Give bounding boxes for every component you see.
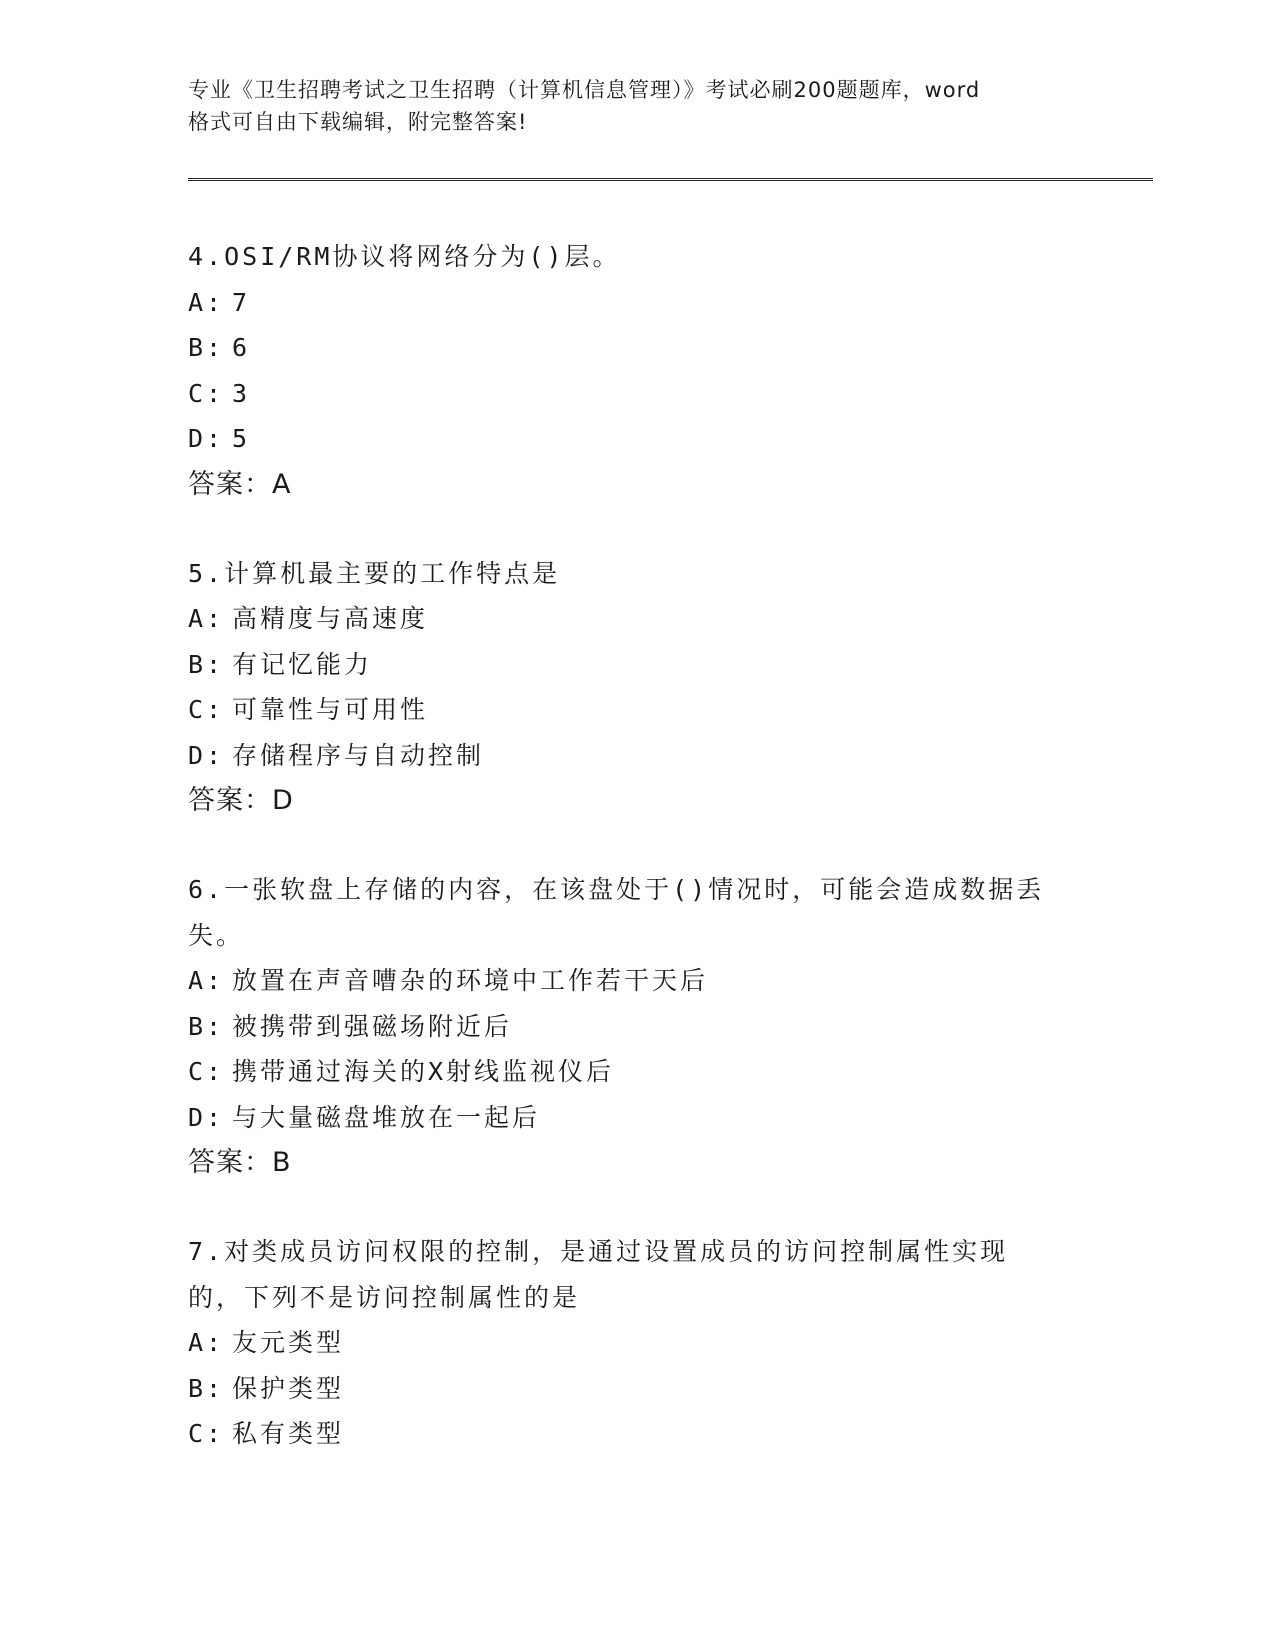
option-key: B:: [188, 1011, 225, 1041]
answer-label: 答案：: [188, 468, 272, 500]
option-key: C:: [188, 695, 225, 724]
option-text: 5: [232, 424, 251, 453]
header-divider: [188, 178, 1153, 181]
question-item: [188, 551, 1088, 824]
option-key: A:: [188, 604, 225, 633]
option-c: [188, 1049, 1088, 1095]
option-c: [188, 1411, 1088, 1457]
question-item: [188, 867, 1088, 1185]
option-a: [188, 280, 1088, 326]
option-key: A:: [188, 966, 225, 995]
option-b: [188, 1004, 1088, 1050]
answer-line: [188, 1140, 1088, 1185]
option-text: 保护类型: [232, 1373, 345, 1403]
option-b: [188, 642, 1088, 688]
option-text: 可靠性与可用性: [232, 695, 429, 724]
option-key: A:: [188, 287, 225, 317]
option-text: 存储程序与自动控制: [232, 740, 485, 770]
option-text: 私有类型: [232, 1419, 345, 1448]
option-key: B:: [188, 649, 225, 679]
option-d: [188, 733, 1088, 779]
question-item: [188, 1229, 1088, 1457]
option-key: C:: [188, 1419, 225, 1448]
question-stem: 7.对类成员访问权限的控制，是通过设置成员的访问控制属性实现的，下列不是访问控制属性的是: [188, 1237, 1009, 1312]
option-text: 携带通过海关的X射线监视仪后: [232, 1057, 615, 1086]
answer-line: [188, 778, 1088, 823]
option-key: D:: [188, 740, 225, 770]
answer-line: [188, 462, 1088, 507]
option-key: C:: [188, 378, 225, 408]
question-stem: 4.OSI/RM协议将网络分为()层。: [188, 242, 621, 271]
question-stem: 6.一张软盘上存储的内容，在该盘处于()情况时，可能会造成数据丢失。: [188, 875, 1045, 950]
option-c: [188, 687, 1088, 733]
option-key: A:: [188, 1328, 225, 1357]
option-text: 3: [232, 378, 251, 408]
option-c: [188, 371, 1088, 417]
option-text: 有记忆能力: [232, 649, 373, 679]
option-a: [188, 1320, 1088, 1366]
option-a: [188, 958, 1088, 1004]
option-key: C:: [188, 1057, 225, 1086]
header-title-line-2: 格式可自由下载编辑，附完整答案!: [188, 110, 528, 134]
option-b: [188, 1366, 1088, 1412]
option-text: 高精度与高速度: [232, 604, 429, 633]
answer-value: D: [272, 785, 294, 816]
question-list: [188, 234, 1088, 1501]
answer-value: A: [272, 468, 292, 500]
option-d: [188, 416, 1088, 462]
option-text: 6: [232, 333, 251, 362]
question-item: [188, 234, 1088, 507]
option-text: 放置在声音嘈杂的环境中工作若干天后: [232, 966, 709, 995]
answer-label: 答案：: [188, 1147, 272, 1178]
option-key: D:: [188, 424, 225, 453]
option-b: [188, 325, 1088, 371]
option-text: 与大量磁盘堆放在一起后: [232, 1102, 541, 1132]
option-text: 友元类型: [232, 1328, 345, 1357]
option-text: 7: [232, 287, 251, 317]
document-header: [188, 74, 1088, 138]
option-a: [188, 596, 1088, 642]
option-key: B:: [188, 1373, 225, 1403]
question-stem: 5.计算机最主要的工作特点是: [188, 558, 561, 588]
option-key: B:: [188, 333, 225, 362]
answer-label: 答案：: [188, 785, 272, 816]
header-title-line-1: 专业《卫生招聘考试之卫生招聘（计算机信息管理）》考试必刷200题题库，word: [188, 78, 981, 102]
answer-value: B: [272, 1147, 292, 1178]
option-d: [188, 1095, 1088, 1141]
option-text: 被携带到强磁场附近后: [232, 1011, 513, 1041]
option-key: D:: [188, 1102, 225, 1132]
